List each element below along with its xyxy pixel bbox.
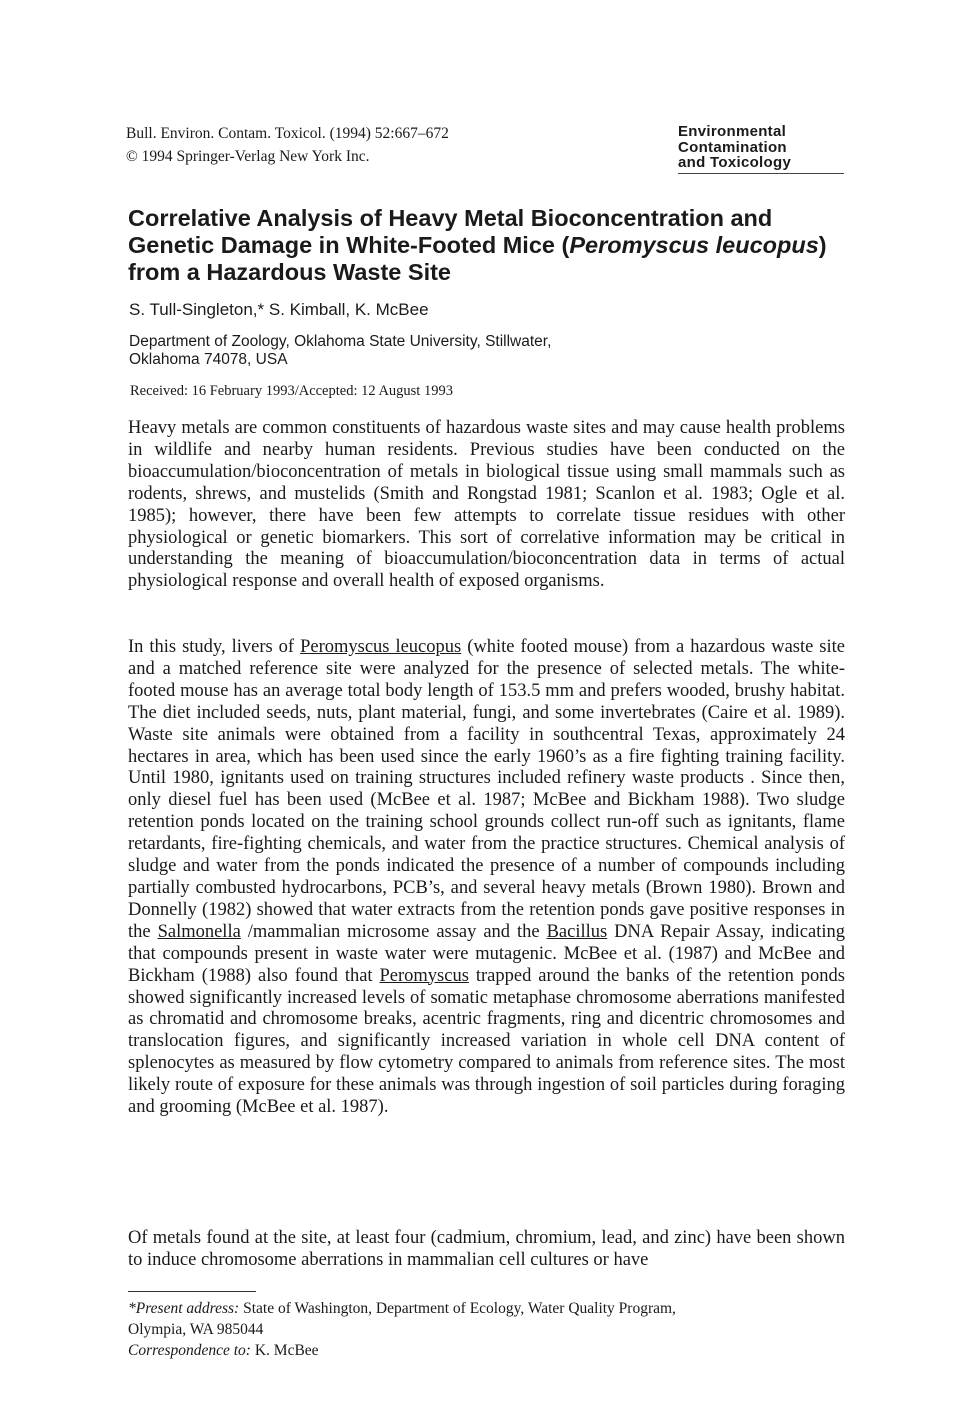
present-address-label: *Present address: — [128, 1300, 240, 1317]
p2-salmonella: Salmonella — [157, 921, 241, 942]
paragraph-1: Heavy metals are common constituents of hazardous waste sites and may cause health problems in wildlife and nearby human residents. Previous studies have been conducted on the bioaccumulation/bioconcentration of metals in biological tissue using small mammals such as rodents, shrews, and mustelids (Smith and Rongstad 1981; Scanlon et al. 1983; Ogle et al. 1985); however, there have been few attempts to correlate tissue residues with other physiological or genetic biomarkers. This sort of correlative information may be critical in understanding the meaning of bioaccumulation/bioconcentration data in terms of actual physiological response and overall health of exposed organisms. — [128, 418, 845, 592]
logo-line-3: and Toxicology — [678, 154, 792, 171]
article-title — [128, 205, 848, 286]
present-address-text: State of Washington, Department of Ecology, Water Quality Program, — [239, 1300, 676, 1317]
title-part-2: ) from a Hazardous Waste Site — [128, 232, 827, 285]
logo-rule — [678, 173, 844, 174]
footnote-divider — [128, 1291, 256, 1292]
correspondence-label: Correspondence to: — [128, 1342, 251, 1359]
paragraph-2 — [128, 637, 845, 1119]
p2-species-2: Peromyscus — [379, 965, 469, 986]
affiliation-line-1: Department of Zoology, Oklahoma State University, Stillwater, — [129, 333, 552, 350]
footnotes — [128, 1298, 828, 1361]
authors: S. Tull-Singleton,* S. Kimball, K. McBee — [129, 300, 429, 319]
affiliation — [129, 333, 749, 369]
affiliation-line-2: Oklahoma 74078, USA — [129, 351, 288, 368]
p2-species-1: Peromyscus leucopus — [300, 637, 462, 657]
footnote-correspondence — [128, 1340, 828, 1361]
p2-text-3: /mammalian microsome assay and the — [240, 921, 547, 942]
received-date: Received: 16 February 1993/Accepted: 12 August 1993 — [130, 383, 453, 399]
footnote-present-address — [128, 1298, 828, 1319]
citation — [126, 122, 449, 168]
paragraph-3: Of metals found at the site, at least four (cadmium, chromium, lead, and zinc) have been shown to induce chromosome aberrations in mammalian cell cultures or have — [128, 1228, 845, 1270]
p2-text-5: trapped around the banks of the retention ponds showed significantly increased levels of somatic metaphase chromosome aberrations manifested as chromatid and chromosome breaks, acentric fragments, ring and dicentric chromosomes and translocation figures, and significantly increased variation in whole cell DNA content of splenocytes as measured by flow cytometry compared to animals from reference sites. The most likely route of exposure for these animals was through ingestion of soil particles during foraging and grooming (McBee et al. 1987). — [128, 965, 845, 1118]
logo-line-2: Contamination — [678, 138, 787, 156]
logo-line-1: Environmental — [678, 123, 787, 140]
p2-text-4: DNA Repair Assay, indicating that compounds present in waste water were mutagenic. McBee et al. (1987) and McBee and Bickham (1988) also found that — [128, 921, 846, 986]
title-species: Peromyscus leucopus — [569, 232, 819, 258]
copyright-line: © 1994 Springer-Verlag New York Inc. — [126, 148, 370, 165]
p2-text-1: In this study, livers of — [128, 637, 301, 657]
citation-line-1: Bull. Environ. Contam. Toxicol. (1994) 52:667–672 — [126, 125, 449, 142]
title-part-1: Correlative Analysis of Heavy Metal Bioconcentration and Genetic Damage in White-Footed Mice ( — [128, 205, 773, 258]
p2-text-2: (white footed mouse) from a hazardous waste site and a matched reference site were analyzed for the presence of selected metals. The white-footed mouse has an average total body length of 153.5 mm and prefers wooded, brushy habitat. The diet included seeds, nuts, plant material, fungi, and some invertebrates (Caire et al. 1989). Waste site animals were obtained from a facility in southcentral Texas, approximately 24 hectares in area, which has been used since the early 1960’s as a fire fighting training facility. Until 1980, ignitants used on training structures included refinery waste products . Since then, only diesel fuel has been used (McBee et al. 1987; McBee and Bickham 1988). Two sludge retention ponds located on the training school grounds collect run-off such as ignitants, flame retardants, fire-fighting chemicals, and water from the practice structures. Chemical analysis of sludge and water from the ponds indicated the presence of a number of compounds including partially combusted hydrocarbons, PCB’s, and several heavy metals (Brown 1980). Brown and Donnelly (1982) showed that water extracts from the retention ponds gave positive responses in the — [128, 637, 845, 942]
p2-bacillus: Bacillus — [546, 921, 608, 942]
journal-logo — [678, 124, 844, 174]
present-address-text-2: Olympia, WA 985044 — [128, 1321, 264, 1338]
correspondence-text: K. McBee — [250, 1342, 319, 1359]
